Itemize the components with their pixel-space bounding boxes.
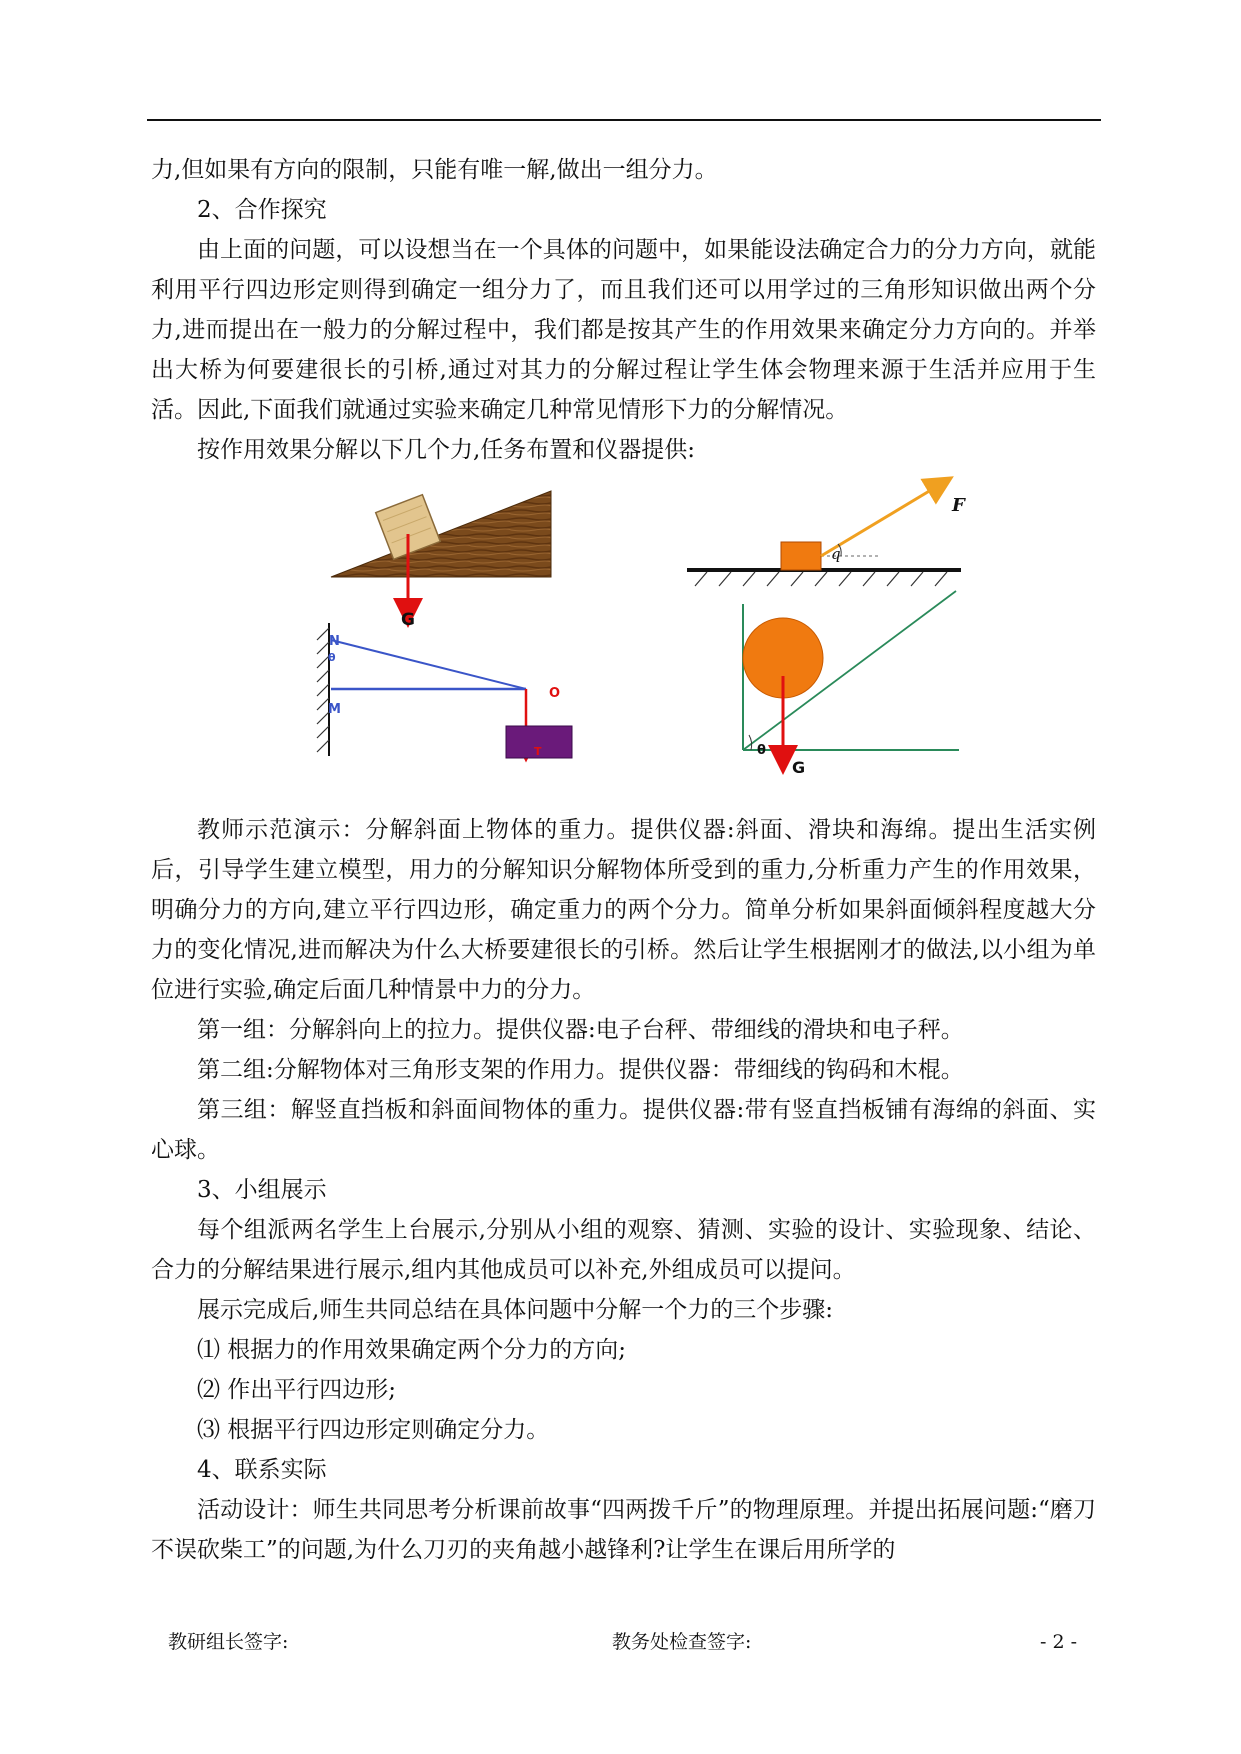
- step-two: ⑵ 作出平行四边形;: [197, 1377, 397, 1403]
- incline-diagram: [331, 491, 551, 613]
- ball-gravity-label: G: [792, 758, 806, 777]
- page-body: [151, 150, 1096, 1570]
- bracket-mid-label: M: [328, 702, 341, 717]
- section-heading-cooperation: 2、合作探究: [197, 197, 327, 223]
- ball-angle-arc: [749, 735, 752, 750]
- paragraph-group-show: 每个组派两名学生上台展示,分别从小组的观察、猜测、实验的设计、实验现象、结论、合力的分解结果进行展示,组内其他成员可以补充,外组成员可以提问。: [151, 1217, 1096, 1283]
- step-one: ⑴ 根据力的作用效果确定两个分力的方向;: [197, 1337, 627, 1363]
- paragraph-group-three: 第三组：解竖直挡板和斜面间物体的重力。提供仪器:带有竖直挡板铺有海绵的斜面、实心球。: [151, 1097, 1096, 1163]
- paragraph-teacher-demo: 教师示范演示：分解斜面上物体的重力。提供仪器:斜面、滑块和海绵。提出生活实例后，引导学生建立模型，用力的分解知识分解物体所受到的重力,分析重力产生的作用效果，明确分力的方向,建立平行四边形，确定重力的两个分力。简单分析如果斜面倾斜程度越大分力的变化情况,进而解决为什么大桥要建很长的引桥。然后让学生根据刚才的做法,以小组为单位进行实验,确定后面几种情景中力的分力。: [151, 817, 1096, 1003]
- paragraph-summary-intro: 展示完成后,师生共同总结在具体问题中分解一个力的三个步骤:: [197, 1297, 834, 1323]
- section-heading-group-show: 3、小组展示: [197, 1177, 327, 1203]
- incline-wedge: [331, 491, 551, 577]
- bracket-end-label: O: [549, 686, 561, 701]
- incline-gravity-label: G: [401, 610, 415, 630]
- pull-angle-label: q: [831, 545, 841, 563]
- pulled-block: [781, 542, 821, 570]
- paragraph-continuation: 力,但如果有方向的限制，只能有唯一解,做出一组分力。: [151, 157, 718, 183]
- bracket-angle-label: θ: [328, 651, 336, 664]
- bracket-rope: [331, 640, 526, 689]
- page-number: - 2 -: [1040, 1631, 1078, 1653]
- bracket-top-label: N: [329, 634, 340, 649]
- paragraph-task-intro: 按作用效果分解以下几个力,任务布置和仪器提供:: [197, 437, 696, 463]
- footer-office-signature: 教务处检查签字:: [612, 1631, 752, 1653]
- pull-force-label: F: [952, 495, 965, 516]
- step-three: ⑶ 根据平行四边形定则确定分力。: [197, 1417, 550, 1443]
- force-diagrams-figure: [151, 476, 1096, 798]
- section-heading-practice: 4、联系实际: [197, 1457, 327, 1483]
- floor-hatch: [695, 572, 947, 586]
- bracket-tension-label: T: [534, 745, 542, 758]
- paragraph-cooperation: 由上面的问题，可以设想当在一个具体的问题中，如果能设法确定合力的分力方向，就能利用平行四边形定则得到确定一组分力了，而且我们还可以用学过的三角形知识做出两个分力,进而提出在一般力的分解过程中，我们都是按其产生的作用效果来确定分力方向的。并举出大桥为何要建很长的引桥,通过对其力的分解过程让学生体会物理来源于生活并应用于生活。因此,下面我们就通过实验来确定几种常见情形下力的分解情况。: [151, 237, 1096, 423]
- header-rule: [147, 119, 1101, 121]
- ball-angle-label: θ: [757, 743, 766, 758]
- ball-diagram: [743, 591, 959, 760]
- paragraph-group-one: 第一组：分解斜向上的拉力。提供仪器:电子台秤、带细线的滑块和电子秤。: [197, 1017, 964, 1043]
- paragraph-group-two: 第二组:分解物体对三角形支架的作用力。提供仪器：带细线的钩码和木棍。: [197, 1057, 964, 1083]
- footer-group-leader-signature: 教研组长签字:: [168, 1631, 289, 1653]
- paragraph-activity-design: 活动设计：师生共同思考分析课前故事“四两拨千斤”的物理原理。并提出拓展问题:“磨刀不误砍柴工”的问题,为什么刀刃的夹角越小越锋利?让学生在课后用所学的: [151, 1497, 1096, 1563]
- pull-diagram: [687, 484, 961, 586]
